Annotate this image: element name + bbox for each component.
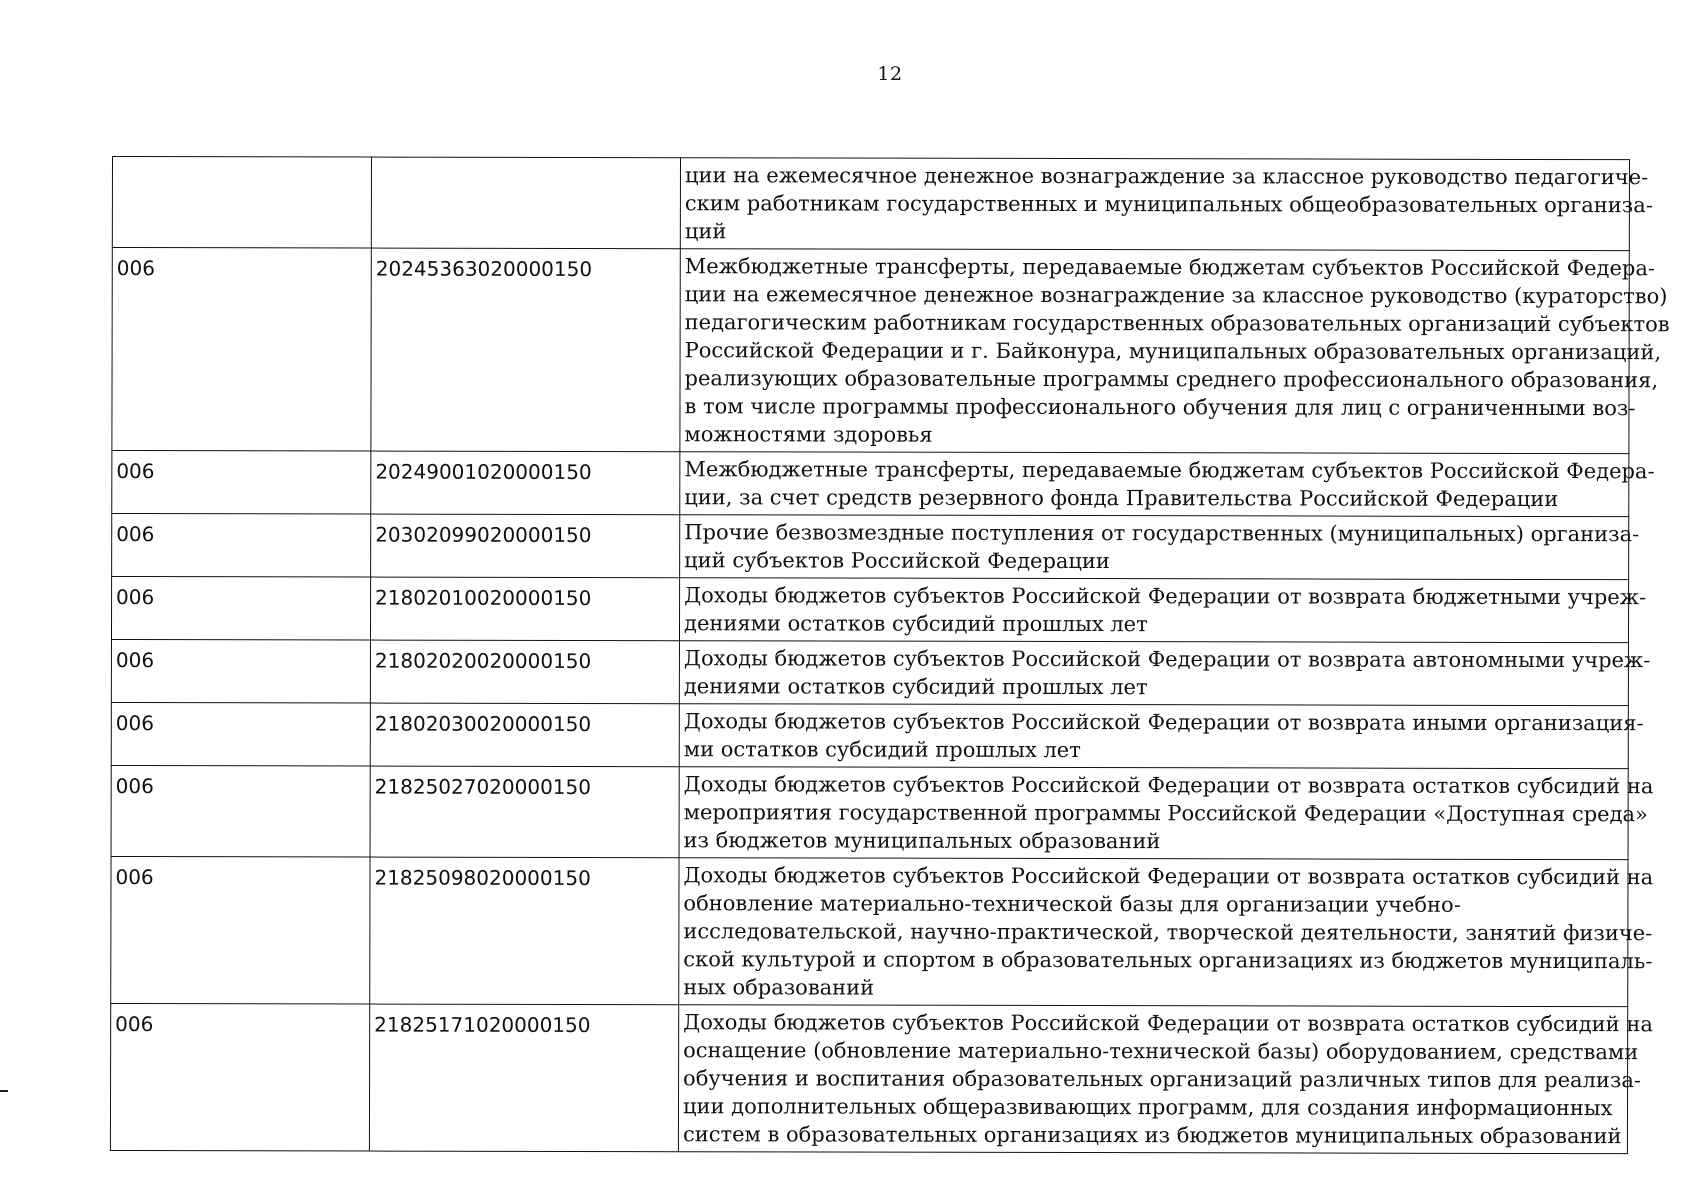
revenue-name-cell bbox=[680, 158, 1653, 251]
revenue-name-line: Доходы бюджетов субъектов Российской Федерации от возврата остатков субсидий на bbox=[683, 772, 1654, 799]
admin-code-cell: 006 bbox=[111, 577, 370, 641]
revenue-name-cell bbox=[679, 767, 1654, 860]
revenue-name-line: ных образований bbox=[683, 975, 875, 1000]
revenue-code-cell: 20245363020000150 bbox=[371, 248, 680, 452]
revenue-name-cell bbox=[680, 515, 1640, 580]
revenue-name-line: ской культурой и спортом в образовательных организациях из бюджетов муниципаль- bbox=[683, 947, 1653, 974]
revenue-code-cell: 21825098020000150 bbox=[370, 857, 679, 1005]
table-row bbox=[111, 577, 1628, 643]
revenue-name-line: Доходы бюджетов субъектов Российской Федерации от возврата иными организация- bbox=[683, 709, 1644, 736]
revenue-codes-table-wrapper bbox=[110, 156, 1670, 1154]
revenue-name-cell bbox=[679, 641, 1651, 706]
table-row bbox=[112, 451, 1629, 517]
revenue-name-line: исследовательской, научно-практической, творческой деятельности, занятий физиче- bbox=[683, 919, 1653, 946]
revenue-code-cell bbox=[371, 157, 680, 249]
revenue-name-line: систем в образовательных организациях из бюджетов муниципальных образований bbox=[682, 1122, 1622, 1149]
table-row bbox=[111, 640, 1628, 706]
table-row bbox=[112, 248, 1629, 454]
table-row bbox=[110, 1003, 1627, 1153]
revenue-name-line: Межбюджетные трансферты, передаваемые бюджетам субъектов Российской Федера- bbox=[684, 457, 1655, 484]
revenue-code-cell: 21825171020000150 bbox=[369, 1004, 678, 1152]
revenue-name-line: ции дополнительных общеразвивающих программ, для создания информационных bbox=[682, 1094, 1613, 1121]
admin-code-cell: 006 bbox=[111, 765, 370, 857]
revenue-name-cell bbox=[679, 704, 1644, 769]
revenue-name-line: оснащение (обновление материально-технической базы) оборудованием, средствами bbox=[683, 1038, 1639, 1065]
revenue-name-line: Доходы бюджетов субъектов Российской Федерации от возврата остатков субсидий на bbox=[683, 1010, 1653, 1037]
admin-code-cell: 006 bbox=[111, 856, 370, 1004]
revenue-name-line: ции на ежемесячное денежное вознаграждение за классное руководство (кураторство) bbox=[684, 282, 1668, 309]
revenue-name-line: Доходы бюджетов субъектов Российской Федерации от возврата остатков субсидий на bbox=[683, 863, 1654, 890]
page-number: 12 bbox=[877, 63, 903, 85]
admin-code-cell bbox=[112, 157, 371, 249]
admin-code-cell: 006 bbox=[111, 702, 370, 766]
revenue-name-line: Российской Федерации и г. Байконура, муниципальных образовательных организаций, bbox=[684, 338, 1662, 365]
revenue-name-line: ции, за счет средств резервного фонда Правительства Российской Федерации bbox=[684, 485, 1559, 512]
revenue-name-line: ции на ежемесячное денежное вознаграждение за классное руководство педагогиче- bbox=[684, 163, 1649, 190]
revenue-name-line: можностями здоровья bbox=[684, 422, 933, 447]
admin-code-cell: 006 bbox=[112, 248, 371, 452]
revenue-name-line: Прочие безвозмездные поступления от государственных (муниципальных) организа- bbox=[684, 520, 1640, 547]
table-body bbox=[110, 157, 1670, 1154]
revenue-code-cell: 21802030020000150 bbox=[370, 703, 679, 767]
revenue-name-line: обновление материально-технической базы для организации учебно- bbox=[683, 891, 1461, 917]
table-row bbox=[111, 856, 1628, 1006]
revenue-name-cell bbox=[679, 858, 1654, 1007]
revenue-name-cell bbox=[678, 1005, 1653, 1154]
revenue-code-cell: 21825027020000150 bbox=[370, 766, 679, 858]
revenue-name-cell bbox=[680, 452, 1655, 517]
margin-mark bbox=[0, 1090, 8, 1092]
revenue-name-line: реализующих образовательные программы среднего профессионального образования, bbox=[684, 366, 1659, 393]
revenue-name-line: дениями остатков субсидий прошлых лет bbox=[683, 611, 1148, 637]
table-row bbox=[111, 765, 1628, 859]
revenue-code-cell: 21802010020000150 bbox=[370, 577, 679, 641]
revenue-codes-table bbox=[110, 156, 1670, 1154]
revenue-name-line: ций субъектов Российской Федерации bbox=[684, 548, 1110, 574]
admin-code-cell: 006 bbox=[110, 1003, 369, 1151]
admin-code-cell: 006 bbox=[112, 514, 371, 578]
revenue-name-line: Межбюджетные трансферты, передаваемые бюджетам субъектов Российской Федера- bbox=[684, 254, 1656, 281]
table-row bbox=[112, 157, 1629, 251]
revenue-name-cell bbox=[680, 249, 1670, 454]
admin-code-cell: 006 bbox=[112, 451, 371, 515]
revenue-name-line: в том числе программы профессионального обучения для лиц с ограниченными воз- bbox=[684, 394, 1636, 421]
revenue-name-line: дениями остатков субсидий прошлых лет bbox=[683, 674, 1148, 700]
revenue-name-line: обучения и воспитания образовательных организаций различных типов для реализа- bbox=[683, 1066, 1642, 1093]
revenue-name-line: ми остатков субсидий прошлых лет bbox=[683, 737, 1081, 763]
table-row bbox=[112, 514, 1629, 580]
table-row bbox=[111, 702, 1628, 768]
revenue-name-line: Доходы бюджетов субъектов Российской Федерации от возврата автономными учреж- bbox=[683, 646, 1651, 673]
revenue-code-cell: 20302099020000150 bbox=[371, 514, 680, 578]
revenue-name-line: ций bbox=[684, 219, 727, 244]
revenue-code-cell: 21802020020000150 bbox=[370, 640, 679, 704]
revenue-name-line: Доходы бюджетов субъектов Российской Федерации от возврата бюджетными учреж- bbox=[684, 583, 1647, 610]
revenue-name-line: педагогическим работникам государственных образовательных организаций субъектов bbox=[684, 310, 1670, 337]
revenue-name-line: мероприятия государственной программы Российской Федерации «Доступная среда» bbox=[683, 800, 1648, 827]
admin-code-cell: 006 bbox=[111, 640, 370, 704]
revenue-name-cell bbox=[679, 578, 1647, 643]
revenue-name-line: ским работникам государственных и муниципальных общеобразовательных организа- bbox=[684, 191, 1653, 218]
revenue-name-line: из бюджетов муниципальных образований bbox=[683, 828, 1161, 854]
revenue-code-cell: 20249001020000150 bbox=[371, 451, 680, 515]
